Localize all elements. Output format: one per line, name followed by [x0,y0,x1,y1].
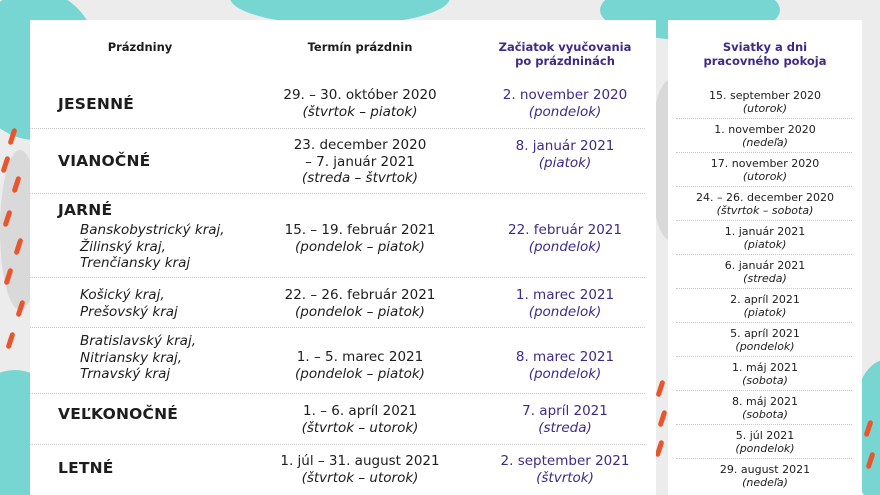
start-summer: 2. september 2021 (štvrtok) [500,453,630,486]
orange-dash [5,332,15,350]
header-start: Začiatok vyučovania po prázdninách [498,40,632,68]
spring-regions-2: Košický kraj, Prešovský kraj [80,287,178,320]
public-holiday-item: 5. júl 2021 (pondelok) [735,429,795,455]
term-spring-2: 22. – 26. február 2021 (pondelok – piatok) [284,287,436,320]
header-term: Termín prázdnin [307,40,413,54]
public-holiday-item: 1. november 2020 (nedeľa) [714,123,816,149]
holiday-name-christmas: VIANOČNÉ [58,152,151,170]
header-side: Sviatky a dni pracovného pokoja [703,40,827,68]
side-divider [676,152,852,153]
side-divider [676,424,852,425]
start-spring-2: 1. marec 2021 (pondelok) [515,287,615,320]
holiday-name-autumn: JESENNÉ [58,95,135,113]
public-holiday-item: 6. január 2021 (streda) [724,259,806,285]
row-divider [30,393,645,394]
holiday-name-spring: JARNÉ [58,201,113,219]
public-holiday-item: 5. apríl 2021 (pondelok) [730,327,800,353]
public-holiday-item: 17. november 2020 (utorok) [710,157,820,183]
side-divider [676,390,852,391]
side-divider [676,322,852,323]
term-easter: 1. – 6. apríl 2021 (štvrtok – utorok) [301,403,419,436]
start-spring-3: 8. marec 2021 (pondelok) [515,349,615,382]
side-divider [676,254,852,255]
public-holiday-item: 29. august 2021 (nedeľa) [719,463,811,489]
public-holiday-item: 1. máj 2021 (sobota) [732,361,798,387]
public-holiday-item: 2. apríl 2021 (piatok) [730,293,800,319]
side-divider [676,186,852,187]
side-divider [676,220,852,221]
row-divider [30,193,645,194]
holiday-name-easter: VEĽKONOČNÉ [58,405,179,423]
orange-dash [655,380,665,398]
start-christmas: 8. január 2021 (piatok) [515,138,615,171]
term-autumn: 29. – 30. október 2020 (štvrtok – piatok) [283,87,437,120]
side-divider [676,356,852,357]
row-divider [30,128,645,129]
public-holiday-item: 1. január 2021 (piatok) [724,225,806,251]
start-easter: 7. apríl 2021 (streda) [522,403,608,436]
term-spring-3: 1. – 5. marec 2021 (pondelok – piatok) [295,349,425,382]
side-divider [676,118,852,119]
row-divider [30,277,645,278]
spring-regions-1: Banskobystrický kraj, Žilinský kraj, Trenčiansky kraj [80,222,225,271]
start-spring-1: 22. február 2021 (pondelok) [508,222,622,255]
row-divider [30,444,645,445]
header-holidays: Prázdniny [107,40,173,54]
row-divider [30,327,645,328]
holiday-name-summer: LETNÉ [58,459,114,477]
side-divider [676,458,852,459]
start-autumn: 2. november 2020 (pondelok) [502,87,628,120]
term-summer: 1. júl – 31. august 2021 (štvrtok – utorok) [280,453,440,486]
spring-regions-3: Bratislavský kraj, Nitriansky kraj, Trnavský kraj [80,333,196,382]
public-holiday-item: 24. – 26. december 2020 (štvrtok – sobota) [695,191,835,217]
public-holiday-item: 8. máj 2021 (sobota) [732,395,798,421]
term-christmas: 23. december 2020 – 7. január 2021 (streda – štvrtok) [293,137,427,186]
public-holiday-item: 15. september 2020 (utorok) [708,89,822,115]
orange-dash [657,410,667,428]
side-divider [676,288,852,289]
term-spring-1: 15. – 19. február 2021 (pondelok – piatok) [284,222,436,255]
